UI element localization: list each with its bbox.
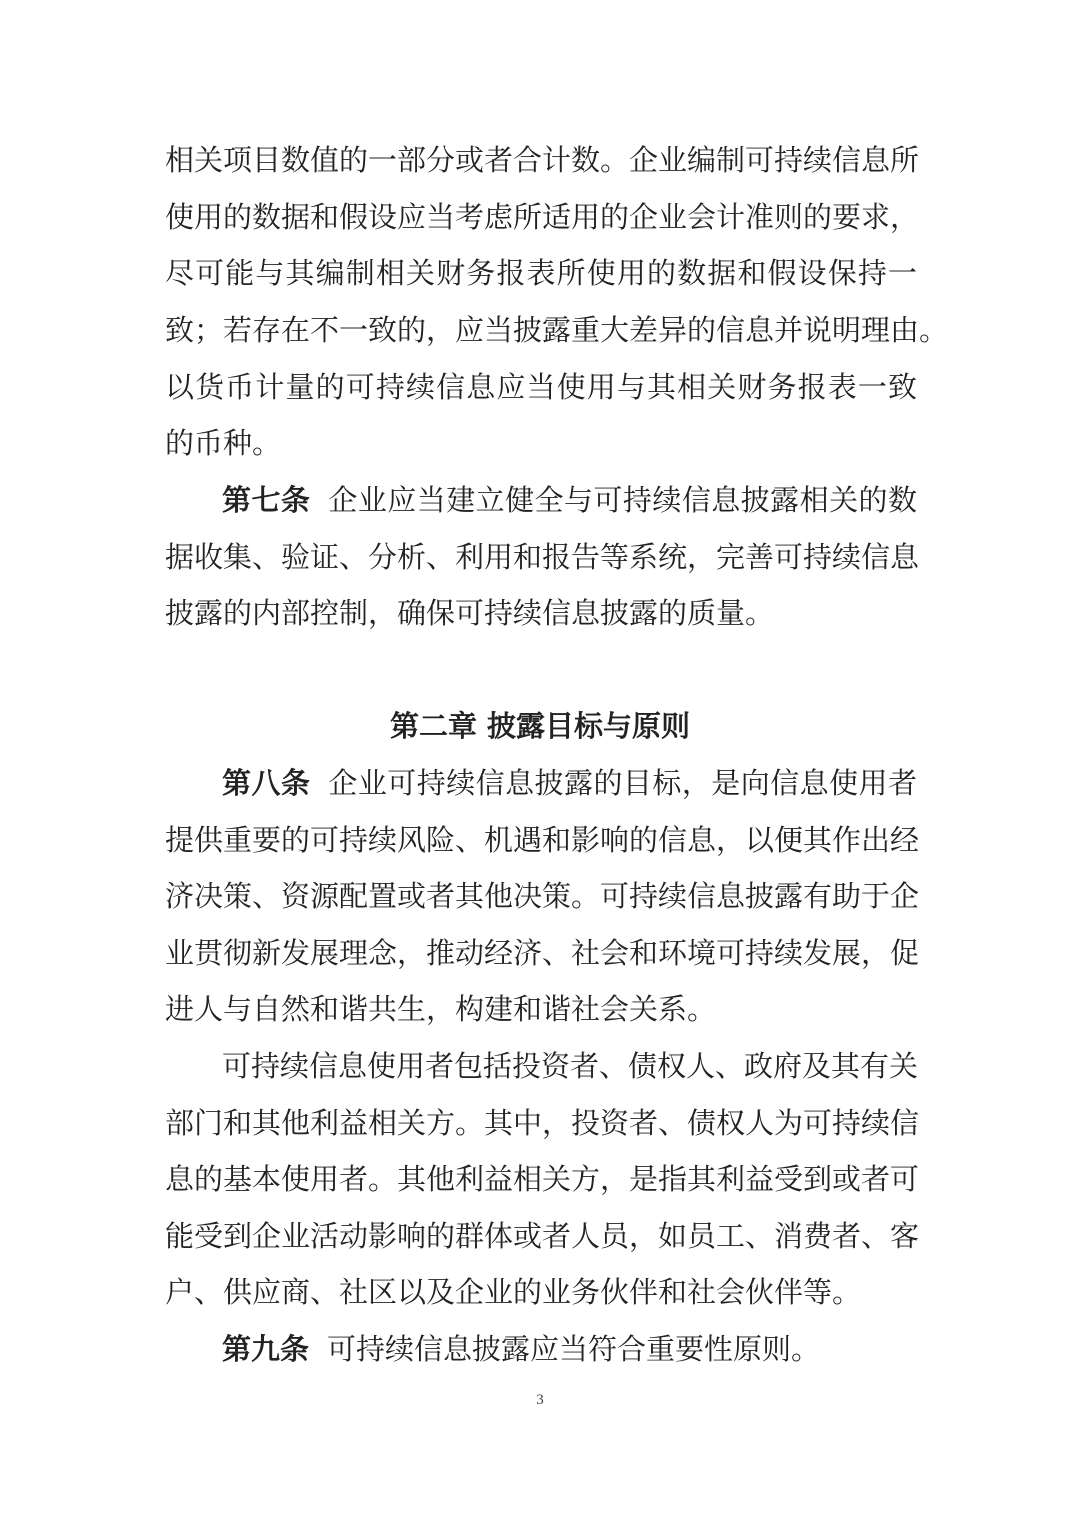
text-line: 披露的内部控制，确保可持续信息披露的质量。	[165, 596, 775, 630]
text-line: 可持续信息使用者包括投资者、债权人、政府及其有关	[222, 1049, 919, 1083]
article-7-first-line	[222, 480, 917, 520]
text-line: 企业应当建立健全与可持续信息披露相关的数	[328, 483, 917, 517]
text-line: 提供重要的可持续风险、机遇和影响的信息，以便其作出经	[165, 823, 920, 857]
text-line: 部门和其他利益相关方。其中，投资者、债权人为可持续信	[165, 1106, 920, 1140]
article-number: 第九条	[222, 1332, 310, 1366]
text-line: 的币种。	[165, 426, 282, 460]
article-9-line	[222, 1329, 917, 1369]
article-8-first-line	[222, 763, 917, 803]
text-line: 户、供应商、社区以及企业的业务伙伴和社会伙伴等。	[165, 1275, 862, 1309]
text-line: 业贯彻新发展理念，推动经济、社会和环境可持续发展，促	[165, 936, 920, 970]
text-line: 据收集、验证、分析、利用和报告等系统，完善可持续信息	[165, 540, 920, 574]
text-line: 息的基本使用者。其他利益相关方，是指其利益受到或者可	[165, 1162, 920, 1196]
article-number: 第八条	[222, 766, 311, 800]
page-number: 3	[536, 1392, 544, 1408]
chapter-title: 第二章 披露目标与原则	[389, 709, 691, 743]
text-line: 以货币计量的可持续信息应当使用与其相关财务报表一致	[165, 370, 917, 404]
text-line: 能受到企业活动影响的群体或者人员，如员工、消费者、客	[165, 1219, 920, 1253]
text-line: 使用的数据和假设应当考虑所适用的企业会计准则的要求，	[165, 200, 920, 234]
text-line: 相关项目数值的一部分或者合计数。企业编制可持续信息所	[165, 143, 920, 177]
text-line: 济决策、资源配置或者其他决策。可持续信息披露有助于企	[165, 879, 920, 913]
text-line: 企业可持续信息披露的目标，是向信息使用者	[328, 766, 917, 800]
text-line: 进人与自然和谐共生，构建和谐社会关系。	[165, 992, 717, 1026]
article-number: 第七条	[222, 483, 311, 517]
text-line: 可持续信息披露应当符合重要性原则。	[327, 1332, 821, 1366]
text-line: 致；若存在不一致的，应当披露重大差异的信息并说明理由。	[165, 313, 949, 347]
text-line: 尽可能与其编制相关财务报表所使用的数据和假设保持一	[165, 256, 917, 290]
